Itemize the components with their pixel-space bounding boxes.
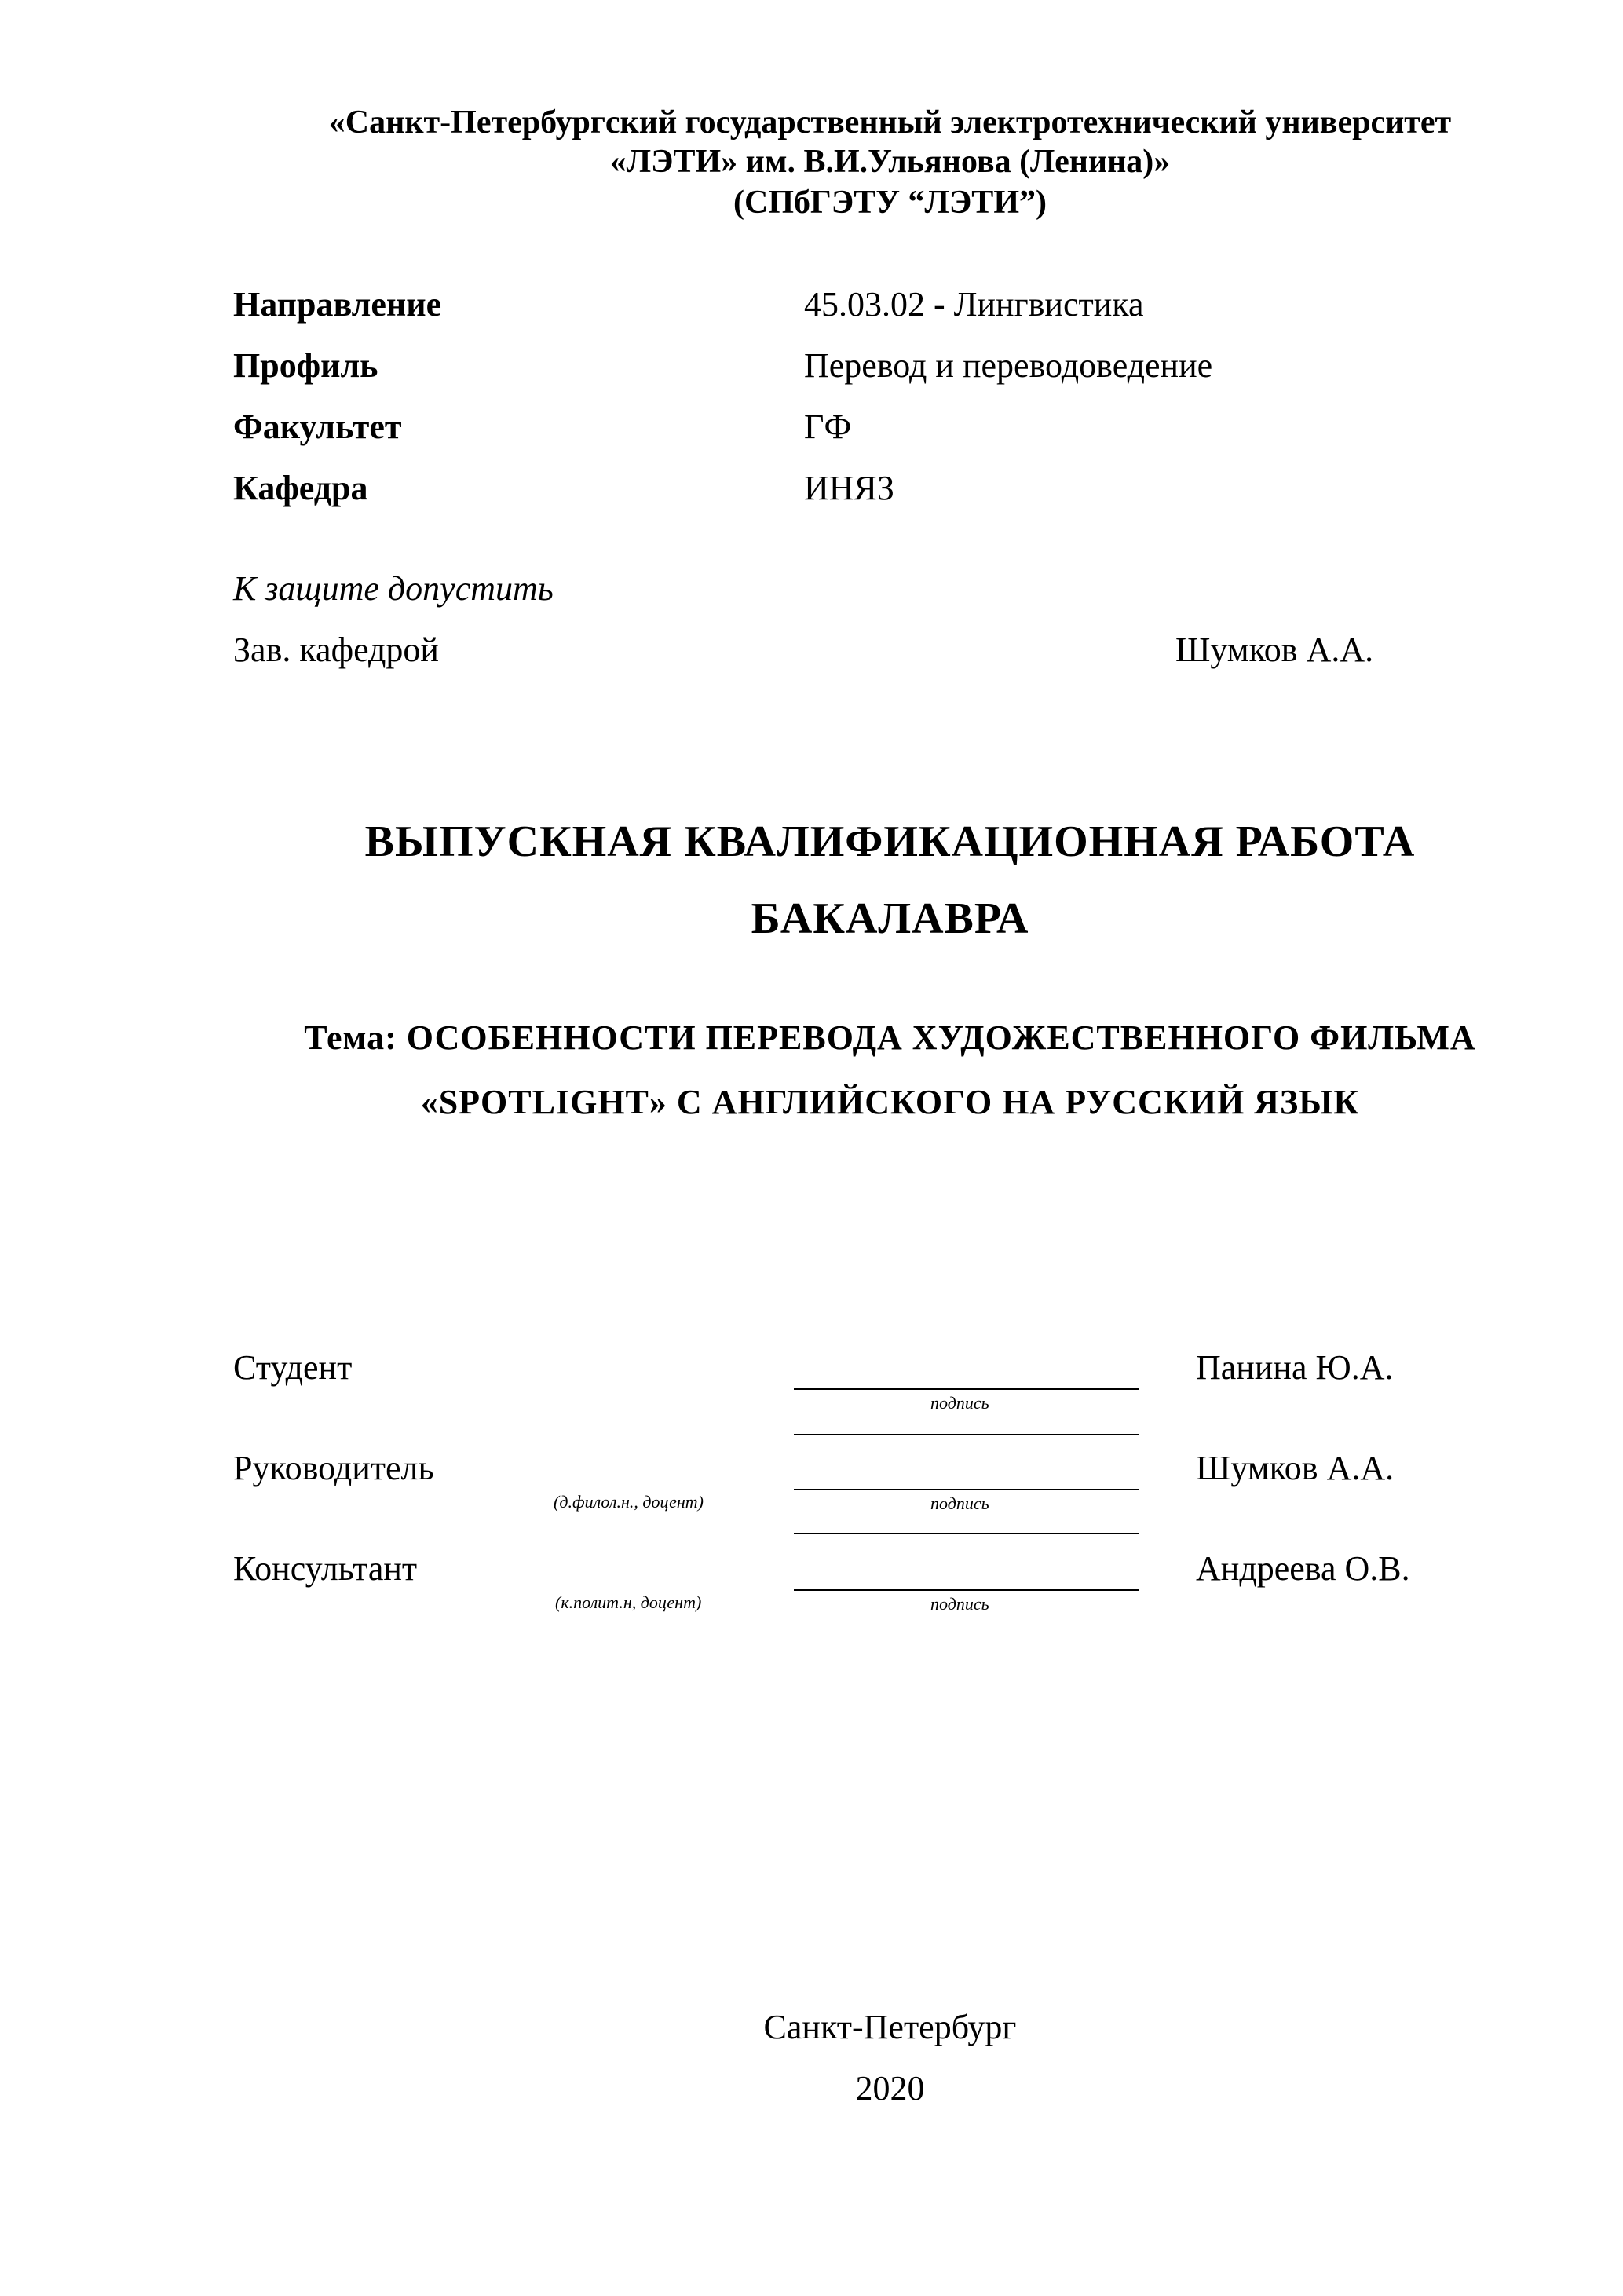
university-name-line1: «Санкт-Петербургский государственный электротехнический университет (328, 104, 1452, 141)
faculty-value: ГФ (804, 408, 852, 446)
university-abbreviation: (СПбГЭТУ “ЛЭТИ”) (733, 185, 1047, 221)
supervisor-degree: (д.филол.н., доцент) (554, 1492, 704, 1512)
university-name-line2: «ЛЭТИ» им. В.И.Ульянова (Ленина)» (609, 144, 1171, 180)
work-title-line1: ВЫПУСКНАЯ КВАЛИФИКАЦИОННАЯ РАБОТА (364, 817, 1416, 866)
supervisor-signature-line (794, 1489, 1139, 1490)
supervisor-name: Шумков А.А. (1196, 1449, 1395, 1487)
head-of-department-name: Шумков А.А. (1175, 631, 1374, 669)
consultant-role: Консультант (233, 1549, 418, 1588)
admission-text: К защите допустить (233, 569, 554, 608)
divider-line (794, 1533, 1139, 1534)
student-signature-caption: подпись (930, 1393, 989, 1413)
supervisor-role: Руководитель (233, 1449, 434, 1487)
faculty-label: Факультет (233, 408, 402, 446)
profile-value: Перевод и переводоведение (804, 346, 1213, 385)
student-name: Панина Ю.А. (1196, 1348, 1394, 1387)
topic-line2: «SPOTLIGHT» С АНГЛИЙСКОГО НА РУССКИЙ ЯЗЫК (420, 1083, 1360, 1121)
consultant-signature-line (794, 1589, 1139, 1591)
divider-line (794, 1434, 1139, 1435)
department-label: Кафедра (233, 469, 368, 507)
consultant-signature-caption: подпись (930, 1594, 989, 1614)
consultant-degree: (к.полит.н, доцент) (555, 1592, 702, 1612)
supervisor-signature-caption: подпись (930, 1493, 989, 1513)
head-of-department-label: Зав. кафедрой (233, 631, 439, 669)
profile-label: Профиль (233, 346, 378, 385)
student-signature-line (794, 1388, 1139, 1390)
department-value: ИНЯЗ (804, 469, 894, 507)
work-title-line2: БАКАЛАВРА (751, 894, 1029, 943)
year: 2020 (855, 2069, 925, 2108)
topic-line1: Тема: ОСОБЕННОСТИ ПЕРЕВОДА ХУДОЖЕСТВЕННОГО ФИЛЬМА (304, 1018, 1476, 1057)
city: Санкт-Петербург (763, 2008, 1017, 2046)
student-role: Студент (233, 1348, 353, 1387)
direction-label: Направление (233, 285, 442, 324)
consultant-name: Андреева О.В. (1196, 1549, 1410, 1588)
direction-value: 45.03.02 - Лингвистика (804, 285, 1144, 324)
